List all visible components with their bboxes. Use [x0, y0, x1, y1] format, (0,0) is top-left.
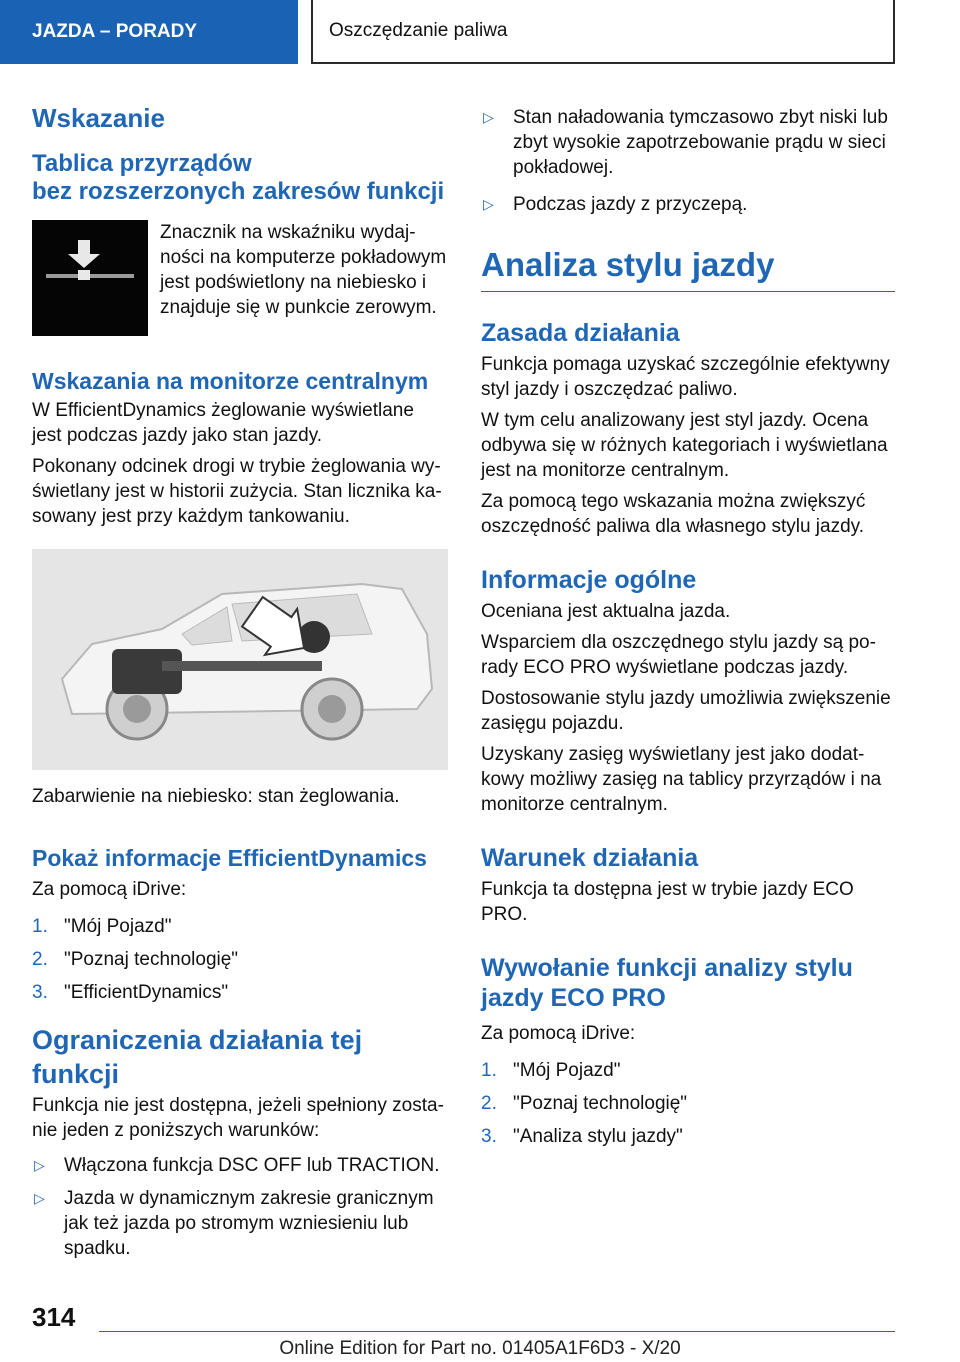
- list-item: [32, 1186, 448, 1261]
- triangle-bullet-icon: ▷: [34, 1157, 45, 1173]
- chapter-title: Oszczędzanie paliwa: [329, 20, 508, 41]
- ograniczenia-paragraph: Funkcja nie jest dostępna, jeżeli spełniony zostanie jeden z poniższych warunków:: [32, 1095, 444, 1141]
- pokaz-paragraph: Za pomocą iDrive:: [32, 879, 187, 900]
- heading-tablica-1: Tablica przyrządów: [32, 150, 252, 177]
- triangle-bullet-icon: ▷: [483, 109, 494, 125]
- step-text: "Mój Pojazd": [513, 1060, 621, 1081]
- section-label: JAZDA – PORADY: [32, 21, 198, 42]
- step-number: 1.: [32, 916, 48, 937]
- section-tab: [0, 0, 298, 64]
- list-item: [32, 980, 448, 1005]
- list-item: [481, 1124, 895, 1149]
- heading-info: Informacje ogólne: [481, 566, 697, 594]
- list-item: [481, 1058, 895, 1083]
- wywolanie-paragraph: Za pomocą iDrive:: [481, 1023, 636, 1044]
- triangle-bullet-icon: ▷: [483, 196, 494, 212]
- right-column: [481, 105, 895, 1157]
- list-item: [481, 1091, 895, 1116]
- list-item: [32, 947, 448, 972]
- heading-rule: [481, 291, 895, 292]
- heading-tablica-2: bez rozszerzonych zakresów funkcji: [32, 178, 445, 205]
- step-number: 2.: [32, 949, 48, 970]
- step-number: 3.: [32, 982, 48, 1003]
- heading-monitor: Wskazania na monitorze centralnym: [32, 368, 429, 394]
- step-text: "Poznaj technologię": [513, 1093, 688, 1114]
- list-item: [481, 192, 895, 217]
- chapter-title-box: [311, 0, 895, 64]
- step-text: "Analiza stylu jazdy": [513, 1126, 683, 1147]
- image-caption: Zabarwienie na niebiesko: stan żeglowania.: [32, 786, 400, 807]
- right-bullets-list: [481, 105, 895, 217]
- tablica-block: [32, 220, 448, 336]
- heading-wskazanie: Wskazanie: [32, 103, 165, 133]
- step-number: 1.: [481, 1060, 497, 1081]
- arrow-down-marker-icon: [32, 220, 148, 336]
- left-column: [32, 100, 448, 1269]
- page-number: 314: [32, 1302, 76, 1332]
- info-paragraph-4: Uzyskany zasięg wyświetlany jest jako dodatkowy możliwy zasięg na tablicy przyrządów i na monitorze centralnym.: [481, 744, 882, 815]
- monitor-paragraph-1: W EfficientDynamics żeglowanie wyświetlane jest podczas jazdy jako stan jazdy.: [32, 400, 414, 446]
- step-number: 2.: [481, 1093, 497, 1114]
- info-paragraph-2: Wsparciem dla oszczędnego stylu jazdy są porady ECO PRO wyświetlane podczas jazdy.: [481, 632, 876, 678]
- footer-edition: Online Edition for Part no. 01405A1F6D3 - X/20: [279, 1338, 681, 1359]
- zasada-paragraph-2: W tym celu analizowany jest styl jazdy. Ocena odbywa się w różnych kategoriach i wyświetlana jest na monitorze centralnym.: [481, 410, 888, 481]
- car-illustration: [32, 549, 448, 770]
- footer-rule: [99, 1331, 895, 1332]
- heading-wywolanie: Wywołanie funkcji analizy stylu jazdy ECO PRO: [481, 954, 853, 1012]
- efficiency-marker-image: [32, 220, 148, 336]
- list-item: [32, 914, 448, 939]
- heading-warunek: Warunek działania: [481, 844, 699, 872]
- step-text: "Poznaj technologię": [64, 949, 239, 970]
- list-item: [32, 1153, 448, 1178]
- zasada-paragraph-1: Funkcja pomaga uzyskać szczególnie efektywny styl jazdy i oszczędzać paliwo.: [481, 354, 890, 400]
- list-item: [481, 105, 895, 180]
- right-steps-list: [481, 1058, 895, 1149]
- step-number: 3.: [481, 1126, 497, 1147]
- monitor-paragraph-2: Pokonany odcinek drogi w trybie żeglowania wyświetlany jest w historii zużycia. Stan licznika kasowany jest przy każdym tankowaniu.: [32, 456, 442, 527]
- heading-zasada: Zasada działania: [481, 319, 680, 347]
- bullet-text: Włączona funkcja DSC OFF lub TRACTION.: [64, 1155, 440, 1176]
- heading-ograniczenia: Ograniczenia działania tej funkcji: [32, 1025, 363, 1089]
- bullet-text: Podczas jazdy z przyczepą.: [513, 194, 748, 215]
- bullet-text: Stan naładowania tymczasowo zbyt niski lub zbyt wysokie zapotrzebowanie prądu w sieci pokładowej.: [513, 107, 888, 178]
- car-drivetrain-image: [32, 549, 448, 770]
- heading-analiza: Analiza stylu jazdy: [481, 246, 775, 283]
- info-paragraph-3: Dostosowanie stylu jazdy umożliwia zwiększenie zasięgu pojazdu.: [481, 688, 891, 734]
- left-bullets-list: [32, 1153, 448, 1261]
- warunek-paragraph: Funkcja ta dostępna jest w trybie jazdy ECO PRO.: [481, 879, 854, 925]
- step-text: "Mój Pojazd": [64, 916, 172, 937]
- left-steps-list: [32, 914, 448, 1005]
- step-text: "EfficientDynamics": [64, 982, 229, 1003]
- tablica-text: Znacznik na wskaźniku wydajności na komputerze pokładowym jest podświetlony na niebiesko i znajduje się w punkcie zerowym.: [160, 222, 447, 318]
- heading-pokaz: Pokaż informacje EfficientDynamics: [32, 845, 427, 871]
- bullet-text: Jazda w dynamicznym zakresie granicznym jak też jazda po stromym wzniesieniu lub spadku.: [64, 1188, 434, 1259]
- zasada-paragraph-3: Za pomocą tego wskazania można zwiększyć oszczędność paliwa dla własnego stylu jazdy.: [481, 491, 866, 537]
- info-paragraph-1: Oceniana jest aktualna jazda.: [481, 601, 731, 622]
- triangle-bullet-icon: ▷: [34, 1190, 45, 1206]
